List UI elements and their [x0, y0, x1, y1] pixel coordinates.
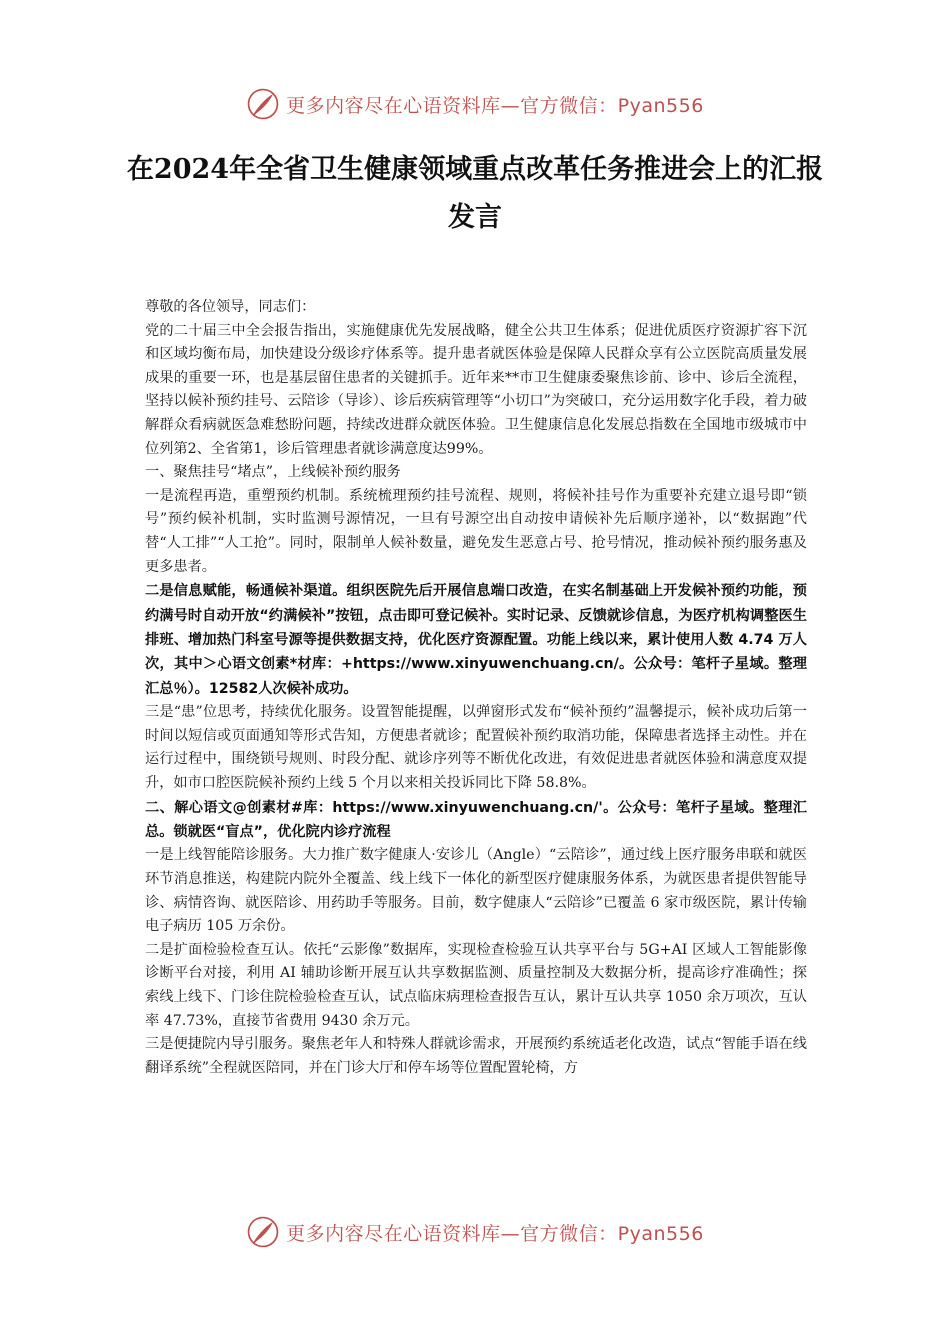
- section-heading-2: 二、解心语文@创素材#库：https://www.xinyuwenchuang.cn/'。公众号：笔杆子星域。整理汇总。锁就医“盲点”，优化院内诊疗流程: [145, 799, 807, 840]
- paragraph-2-2: 二是扩面检验检查互认。依托“云影像”数据库，实现检查检验互认共享平台与 5G+AI 区域人工智能影像诊断平台对接，利用 AI 辅助诊断开展互认共享数据监测、质量控制及大数据分析，提高诊疗准确性；探索线上线下、门诊住院检验检查互认，试点临床病理检查报告互认，累计互认共享 1050 余万项次，互认率 47.73%，直接节省费用 9430 余万元。: [145, 941, 807, 1029]
- paragraph-1-3: 三是“患”位思考，持续优化服务。设置智能提醒，以弹窗形式发布“候补预约”温馨提示，候补成功后第一时间以短信或页面通知等形式告知，方便患者就诊；配置候补预约取消功能，保障患者选择主动性。并在运行过程中，围绕锁号规则、时段分配、就诊序列等不断优化改进，有效促进患者就医体验和满意度双提升，如市口腔医院候补预约上线 5 个月以来相关投诉同比下降 58.8%。: [145, 704, 807, 791]
- document-title: 在2024年全省卫生健康领域重点改革任务推进会上的汇报发言: [126, 154, 824, 233]
- feather-pen-logo-icon: [246, 1215, 280, 1249]
- feather-pen-logo-icon: [246, 87, 280, 121]
- section-heading-1: 一、聚焦挂号“堵点”，上线候补预约服务: [145, 464, 401, 481]
- salutation: 尊敬的各位领导，同志们：: [145, 299, 316, 315]
- document-body: [145, 296, 807, 1080]
- header-watermark-banner: [0, 84, 950, 124]
- paragraph-1-1: 一是流程再造，重塑预约机制。系统梳理预约挂号流程、规则，将候补挂号作为重要补充建立退号即“锁号”预约候补机制，实时监测号源情况，一旦有号源空出自动按申请候补先后顺序递补，以“数据跑”代替“人工排”“人工抢”。同时，限制单人候补数量，避免发生恶意占号、抢号情况，推动候补预约服务惠及更多患者。: [145, 487, 807, 575]
- banner-text: 更多内容尽在心语资料库—官方微信：Pyan556: [286, 1222, 704, 1245]
- paragraph-intro: 党的二十届三中全会报告指出，实施健康优先发展战略，健全公共卫生体系；促进优质医疗资源扩容下沉和区域均衡布局，加快建设分级诊疗体系等。提升患者就医体验是保障人民群众享有公立医院高质量发展成果的重要一环，也是基层留住患者的关键抓手。近年来**市卫生健康委聚焦诊前、诊中、诊后全流程，坚持以候补预约挂号、云陪诊（导诊）、诊后疾病管理等“小切口”为突破口，充分运用数字化手段，着力破解群众看病就医急难愁盼问题，持续改进群众就医体验。卫生健康信息化发展总指数在全国地市级城市中位列第2、全省第1，诊后管理患者就诊满意度达99%。: [145, 322, 807, 457]
- footer-watermark-banner: [0, 1212, 950, 1252]
- paragraph-2-1: 一是上线智能陪诊服务。大力推广数字健康人·安诊儿（Angle）“云陪诊”，通过线上医疗服务串联和就医环节消息推送，构建院内院外全覆盖、线上线下一体化的新型医疗健康服务体系，为就医患者提供智能导诊、病情咨询、就医陪诊、用药助手等服务。目前，数字健康人“云陪诊”已覆盖 6 家市级医院，累计传输电子病历 105 万余份。: [145, 847, 807, 935]
- paragraph-1-2: 二是信息赋能，畅通候补渠道。组织医院先后开展信息端口改造，在实名制基础上开发候补预约功能，预约满号时自动开放“约满候补”按钮，点击即可登记候补。实时记录、反馈就诊信息，为医疗机构调整医生排班、增加热门科室号源等提供数据支持，优化医疗资源配置。功能上线以来，累计使用人数 4.74 万人次，其中＞心语文创素*材库：+https://www.xinyuwenchuang.cn/。公众号：笔杆子星域。整理汇总％）。12582人次候补成功。: [145, 583, 807, 697]
- paragraph-2-3: 三是便捷院内导引服务。聚焦老年人和特殊人群就诊需求，开展预约系统适老化改造，试点“智能手语在线翻译系统”全程就医陪同，并在门诊大厅和停车场等位置配置轮椅，方: [145, 1036, 807, 1076]
- banner-text: 更多内容尽在心语资料库—官方微信：Pyan556: [286, 94, 704, 117]
